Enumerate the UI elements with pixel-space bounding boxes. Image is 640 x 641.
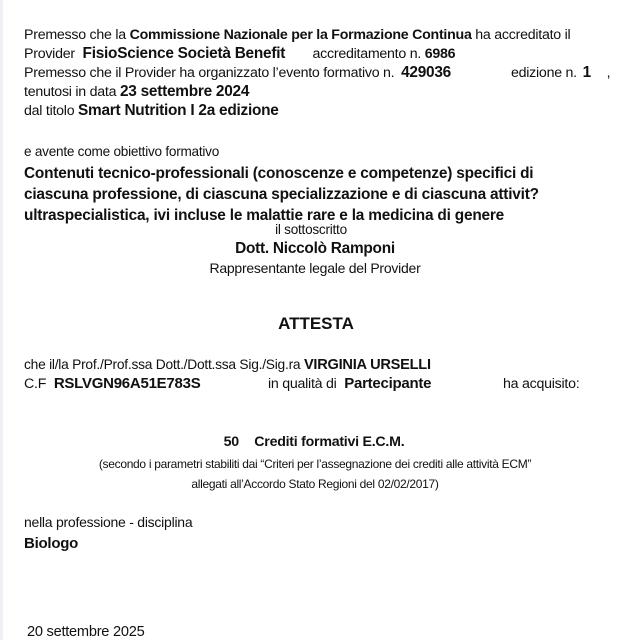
premise-event-line <box>24 64 451 82</box>
credits-line <box>0 433 634 451</box>
signatory-intro: il sottoscritto <box>275 222 347 237</box>
cf-line <box>24 375 200 393</box>
capacity-label: in qualità di <box>268 376 337 392</box>
premise-prefix: Premesso che la <box>24 27 126 43</box>
premise-commission-line <box>24 26 570 44</box>
credits-amount: 50 <box>223 434 239 450</box>
credits-label: Crediti formativi E.C.M. <box>254 434 405 450</box>
edition-group <box>511 64 610 82</box>
accreditation-label: accreditamento n. <box>312 46 422 62</box>
cf-label: C.F <box>24 376 47 392</box>
event-date-line <box>24 83 249 101</box>
accreditation-number: 6986 <box>424 46 456 62</box>
commission-name: Commissione Nazionale per la Formazione Continua <box>129 27 472 43</box>
event-title-label: dal titolo <box>24 103 75 119</box>
cut-off-heading <box>30 0 610 2</box>
participant-line <box>24 356 431 374</box>
attesta-heading: ATTESTA <box>278 314 354 333</box>
edition-number: 1 <box>582 64 591 81</box>
event-premise-text: Premesso che il Provider ha organizzato l’evento formativo n. <box>24 65 395 81</box>
provider-line <box>24 45 455 63</box>
participant-prefix: che il/la Prof./Prof.ssa Dott./Dott.ssa Sig./Sig.ra <box>24 357 301 372</box>
objective-label: e avente come obiettivo formativo <box>24 144 220 159</box>
edition-label: edizione n. <box>511 65 577 81</box>
premise-suffix: ha accreditato il <box>475 27 571 43</box>
signatory-name: Dott. Niccolò Ramponi <box>235 240 395 257</box>
credits-note-1: (secondo i parametri stabiliti dai “Criteri per l’assegnazione dei crediti alle attività ECM” <box>98 457 532 471</box>
acquired-label: ha acquisito: <box>503 376 580 392</box>
capacity-value: Partecipante <box>344 375 432 392</box>
signatory-role: Rappresentante legale del Provider <box>209 260 421 276</box>
provider-label: Provider <box>24 46 75 62</box>
capacity-group <box>268 375 431 393</box>
event-date: 23 settembre 2024 <box>119 83 250 100</box>
event-title: Smart Nutrition I 2a edizione <box>78 102 279 119</box>
profession-label: nella professione - disciplina <box>24 514 193 530</box>
event-date-label: tenutosi in data <box>24 84 117 100</box>
objective-line-2: ciascuna professione, di ciascuna specializzazione e di ciascuna attivit? <box>24 186 539 203</box>
participant-name: VIRGINIA URSELLI <box>303 357 431 373</box>
provider-name: FisioScience Società Benefit <box>82 45 286 62</box>
event-title-line <box>24 102 279 120</box>
issue-date: 20 settembre 2025 <box>27 624 145 640</box>
objective-line-3: ultraspecialistica, ivi incluse le malattie rare e la medicina di genere <box>24 207 505 224</box>
credits-note-2: allegati all’Accordo Stato Regioni del 02/02/2017) <box>191 477 439 491</box>
event-number: 429036 <box>401 64 451 81</box>
cf-value: RSLVGN96A51E783S <box>53 375 201 392</box>
profession-value: Biologo <box>24 535 79 552</box>
objective-line-1: Contenuti tecnico-professionali (conoscenze e competenze) specifici di <box>24 165 534 182</box>
edition-comma: , <box>606 65 611 81</box>
